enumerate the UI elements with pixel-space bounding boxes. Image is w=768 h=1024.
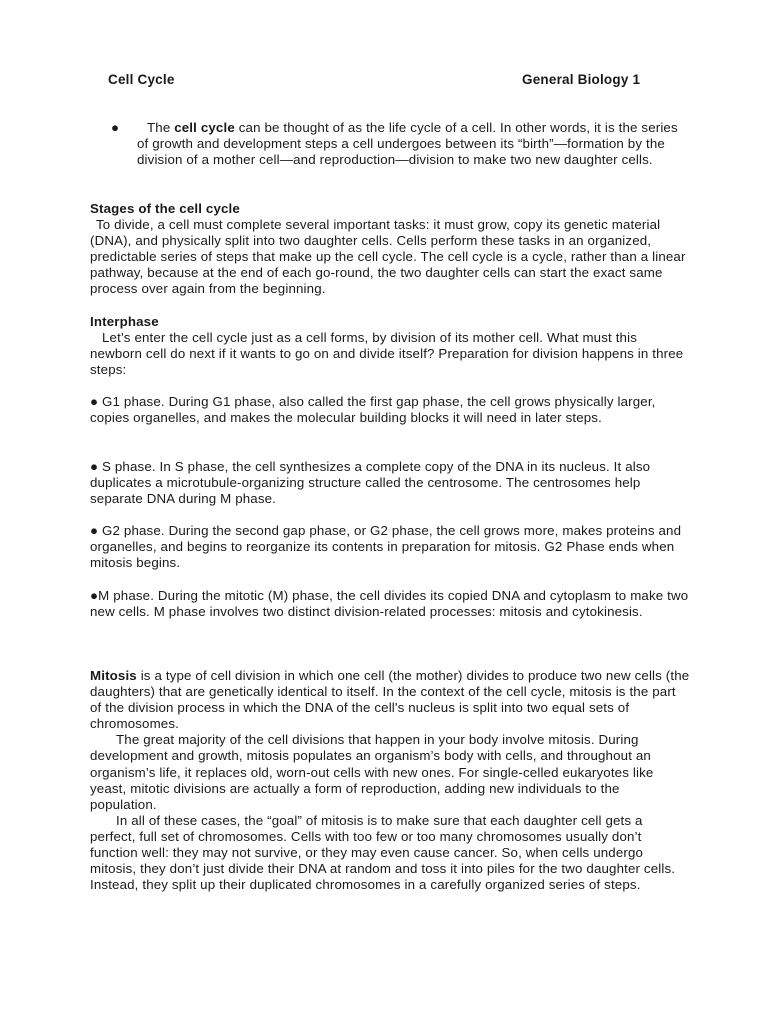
mitosis-paragraph-1: Mitosis is a type of cell division in which one cell (the mother) divides to produce two new cells (the daughters) that are genetically identical to itself. In the context of the cell cycle, mitosis is the part of the division process in which the DNA of the cell's nucleus is split into two equal sets of chromosomes.	[90, 668, 690, 732]
phase-item-g1: ● G1 phase. During G1 phase, also called the first gap phase, the cell grows physically larger, copies organelles, and makes the molecular building blocks it will need in later steps.	[90, 394, 656, 426]
stages-heading: Stages of the cell cycle	[90, 201, 240, 216]
phase-list	[90, 394, 690, 426]
phase-item-m: ●M phase. During the mitotic (M) phase, the cell divides its copied DNA and cytoplasm to make two new cells. M phase involves two distinct division-related processes: mitosis and cytokinesis.	[90, 588, 689, 620]
intro-bullet-paragraph	[111, 120, 681, 168]
mitosis-section	[90, 668, 690, 893]
bullet-icon: ●	[111, 120, 120, 135]
header-title-left: Cell Cycle	[108, 72, 175, 87]
phase-item-g2: ● G2 phase. During the second gap phase, or G2 phase, the cell grows more, makes proteins and organelles, and begins to reorganize its contents in preparation for mitosis. G2 Phase ends when mitosis begins.	[90, 523, 682, 571]
mitosis-bold-term: Mitosis	[90, 668, 137, 683]
stages-section	[90, 201, 690, 298]
stages-paragraph: To divide, a cell must complete several important tasks: it must grow, copy its genetic material (DNA), and physically split into two daughter cells. Cells perform these tasks in an organized, predictable series of steps that make up the cell cycle. The cell cycle is a cycle, rather than a linear pathway, because at the end of each go-round, the two daughter cells can start the exact same process over again from the beginning.	[90, 217, 686, 297]
header-title-right: General Biology 1	[522, 72, 641, 87]
intro-bold-term: cell cycle	[174, 120, 235, 135]
intro-post: can be thought of as the life cycle of a cell. In other words, it is the series of growth and development steps a cell undergoes between its “birth”—formation by the division of a mother cell—and reproduction—division to make two new daughter cells.	[137, 120, 678, 168]
interphase-paragraph: Let’s enter the cell cycle just as a cell forms, by division of its mother cell. What must this newborn cell do next if it wants to go on and divide itself? Preparation for division happens in three steps:	[90, 330, 684, 378]
interphase-heading: Interphase	[90, 314, 159, 329]
mitosis-paragraph-3: In all of these cases, the “goal” of mitosis is to make sure that each daughter cell gets a perfect, full set of chromosomes. Cells with too few or too many chromosomes usually don’t function well: they may not survive, or they may even cause cancer. So, when cells undergo mitosis, they don’t just divide their DNA at random and toss it into piles for the two daughter cells. Instead, they split up their duplicated chromosomes in a carefully organized series of steps.	[90, 812, 676, 893]
mitosis-paragraph-2: The great majority of the cell divisions that happen in your body involve mitosis. During development and growth, mitosis populates an organism’s body with cells, and throughout an organism’s life, it replaces old, worn-out cells with new ones. For single-celled eukaryotes like yeast, mitotic divisions are actually a form of reproduction, adding new individuals to the population.	[90, 732, 654, 812]
intro-pre: The	[147, 120, 175, 135]
phase-item-s: ● S phase. In S phase, the cell synthesizes a complete copy of the DNA in its nucleus. It also duplicates a microtubule-organizing structure called the centrosome. The centrosomes help separate DNA during M phase.	[90, 459, 651, 507]
interphase-section	[90, 314, 690, 378]
